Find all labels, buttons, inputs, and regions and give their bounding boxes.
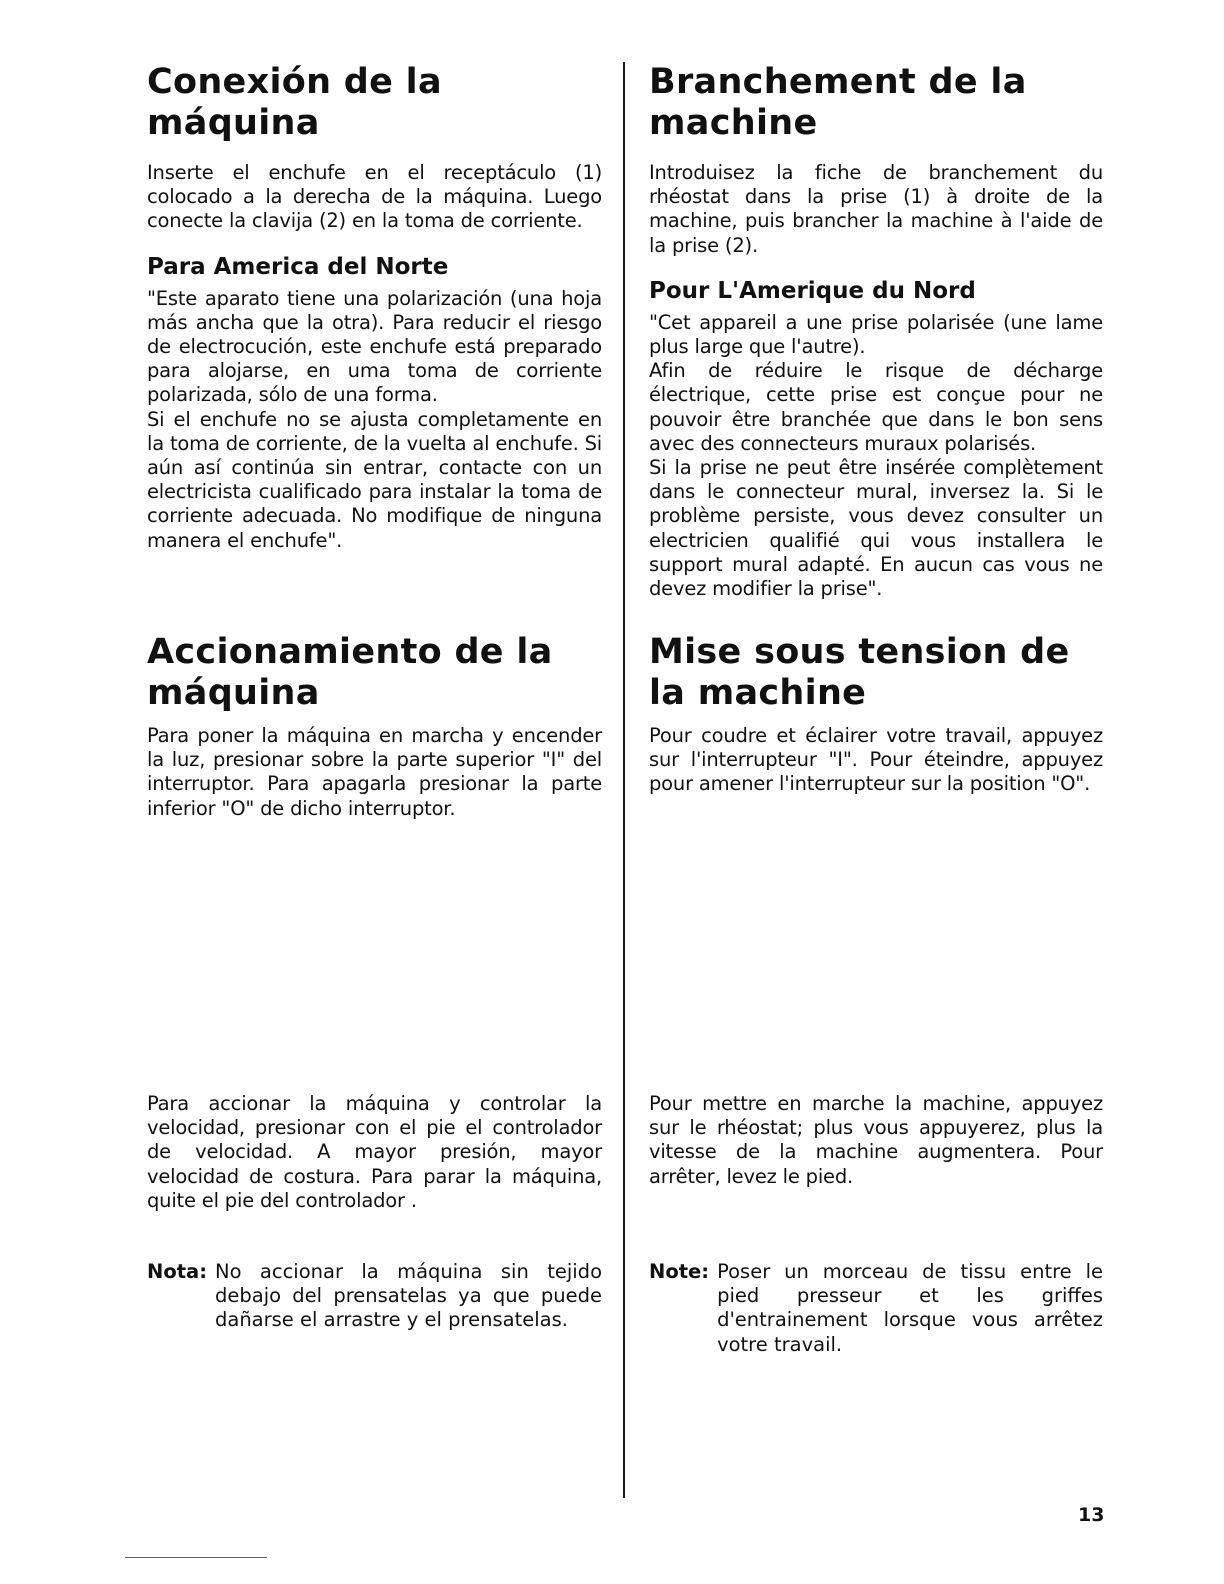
page-number: 13 (1078, 1504, 1105, 1526)
shock-risk-paragraph: Afin de réduire le risque de décharge électrique, cette prise est conçue pour ne pouvoir être branchée que dans le bon sens avec des connecteurs muraux polarisés. (649, 359, 1103, 455)
speed-control-es (147, 1092, 602, 1213)
note-fr (649, 1260, 1103, 1357)
connection-section-fr (649, 62, 1103, 601)
connection-section-es (147, 62, 602, 553)
column-divider (623, 62, 625, 1498)
switch-paragraph: Pour coudre et éclairer votre travail, appuyez sur l'interrupteur "I". Pour éteindre, appuyez pour amener l'interrupteur sur la position "O". (649, 724, 1103, 796)
power-section-fr (649, 632, 1103, 797)
footer-underline (125, 1557, 267, 1558)
speed-paragraph: Para accionar la máquina y controlar la velocidad, presionar con el pie el controlador de velocidad. A mayor presión, mayor velocidad de costura. Para parar la máquina, quite el pie del controlador . (147, 1092, 602, 1212)
speed-control-fr (649, 1092, 1103, 1189)
subsection-title: Para America del Norte (147, 253, 449, 280)
subsection-title: Pour L'Amerique du Nord (649, 277, 976, 304)
speed-paragraph: Pour mettre en marche la machine, appuyez sur le rhéostat; plus vous appuyerez, plus la vitesse de la machine augmentera. Pour arrêter, levez le pied. (649, 1092, 1103, 1188)
switch-paragraph: Para poner la máquina en marcha y encender la luz, presionar sobre la parte superior "I" del interruptor. Para apagarla presionar la parte inferior "O" de dicho interruptor. (147, 724, 602, 820)
intro-paragraph: Introduisez la fiche de branchement du rhéostat dans la prise (1) à droite de la machine, puis brancher la machine à l'aide de la prise (2). (649, 161, 1103, 257)
operation-section-es (147, 632, 602, 821)
note-es (147, 1260, 602, 1333)
note-label: Note: (649, 1260, 710, 1283)
plug-fit-paragraph: Si la prise ne peut être insérée complètement dans le connecteur mural, inversez la. Si le problème persiste, vous devez consulter un electricien qualifié qui vous installera le support mural adapté. En aucun cas vous ne devez modifier la prise". (649, 456, 1103, 601)
polarization-paragraph: "Cet appareil a une prise polarisée (une lame plus large que l'autre). (649, 310, 1103, 359)
section-title: Mise sous tension de la machine (649, 632, 1070, 713)
note-label: Nota: (147, 1260, 207, 1283)
note-text: Poser un morceau de tissu entre le pied presseur et les griffes d'entrainement lorsque vous arrêtez votre travail. (717, 1260, 1103, 1356)
polarization-paragraph: "Este aparato tiene una polarización (una hoja más ancha que la otra). Para reducir el riesgo de electrocución, este enchufe está preparado para alojarse, en uma toma de corriente polarizada, sólo de una forma. (147, 286, 602, 407)
plug-fit-paragraph: Si el enchufe no se ajusta completamente en la toma de corriente, de la vuelta al enchufe. Si aún así continúa sin entrar, contacte con un electricista cualificado para instalar la toma de corriente adecuada. No modifique de ninguna manera el enchufe". (147, 407, 602, 552)
note-text: No accionar la máquina sin tejido debajo del prensatelas ya que puede dañarse el arrastre y el prensatelas. (215, 1260, 602, 1332)
intro-paragraph: Inserte el enchufe en el receptáculo (1) colocado a la derecha de la máquina. Luego conecte la clavija (2) en la toma de corriente. (147, 161, 602, 233)
section-title: Conexión de la máquina (147, 62, 442, 143)
section-title: Accionamiento de la máquina (147, 632, 553, 713)
section-title: Branchement de la machine (649, 62, 1027, 143)
